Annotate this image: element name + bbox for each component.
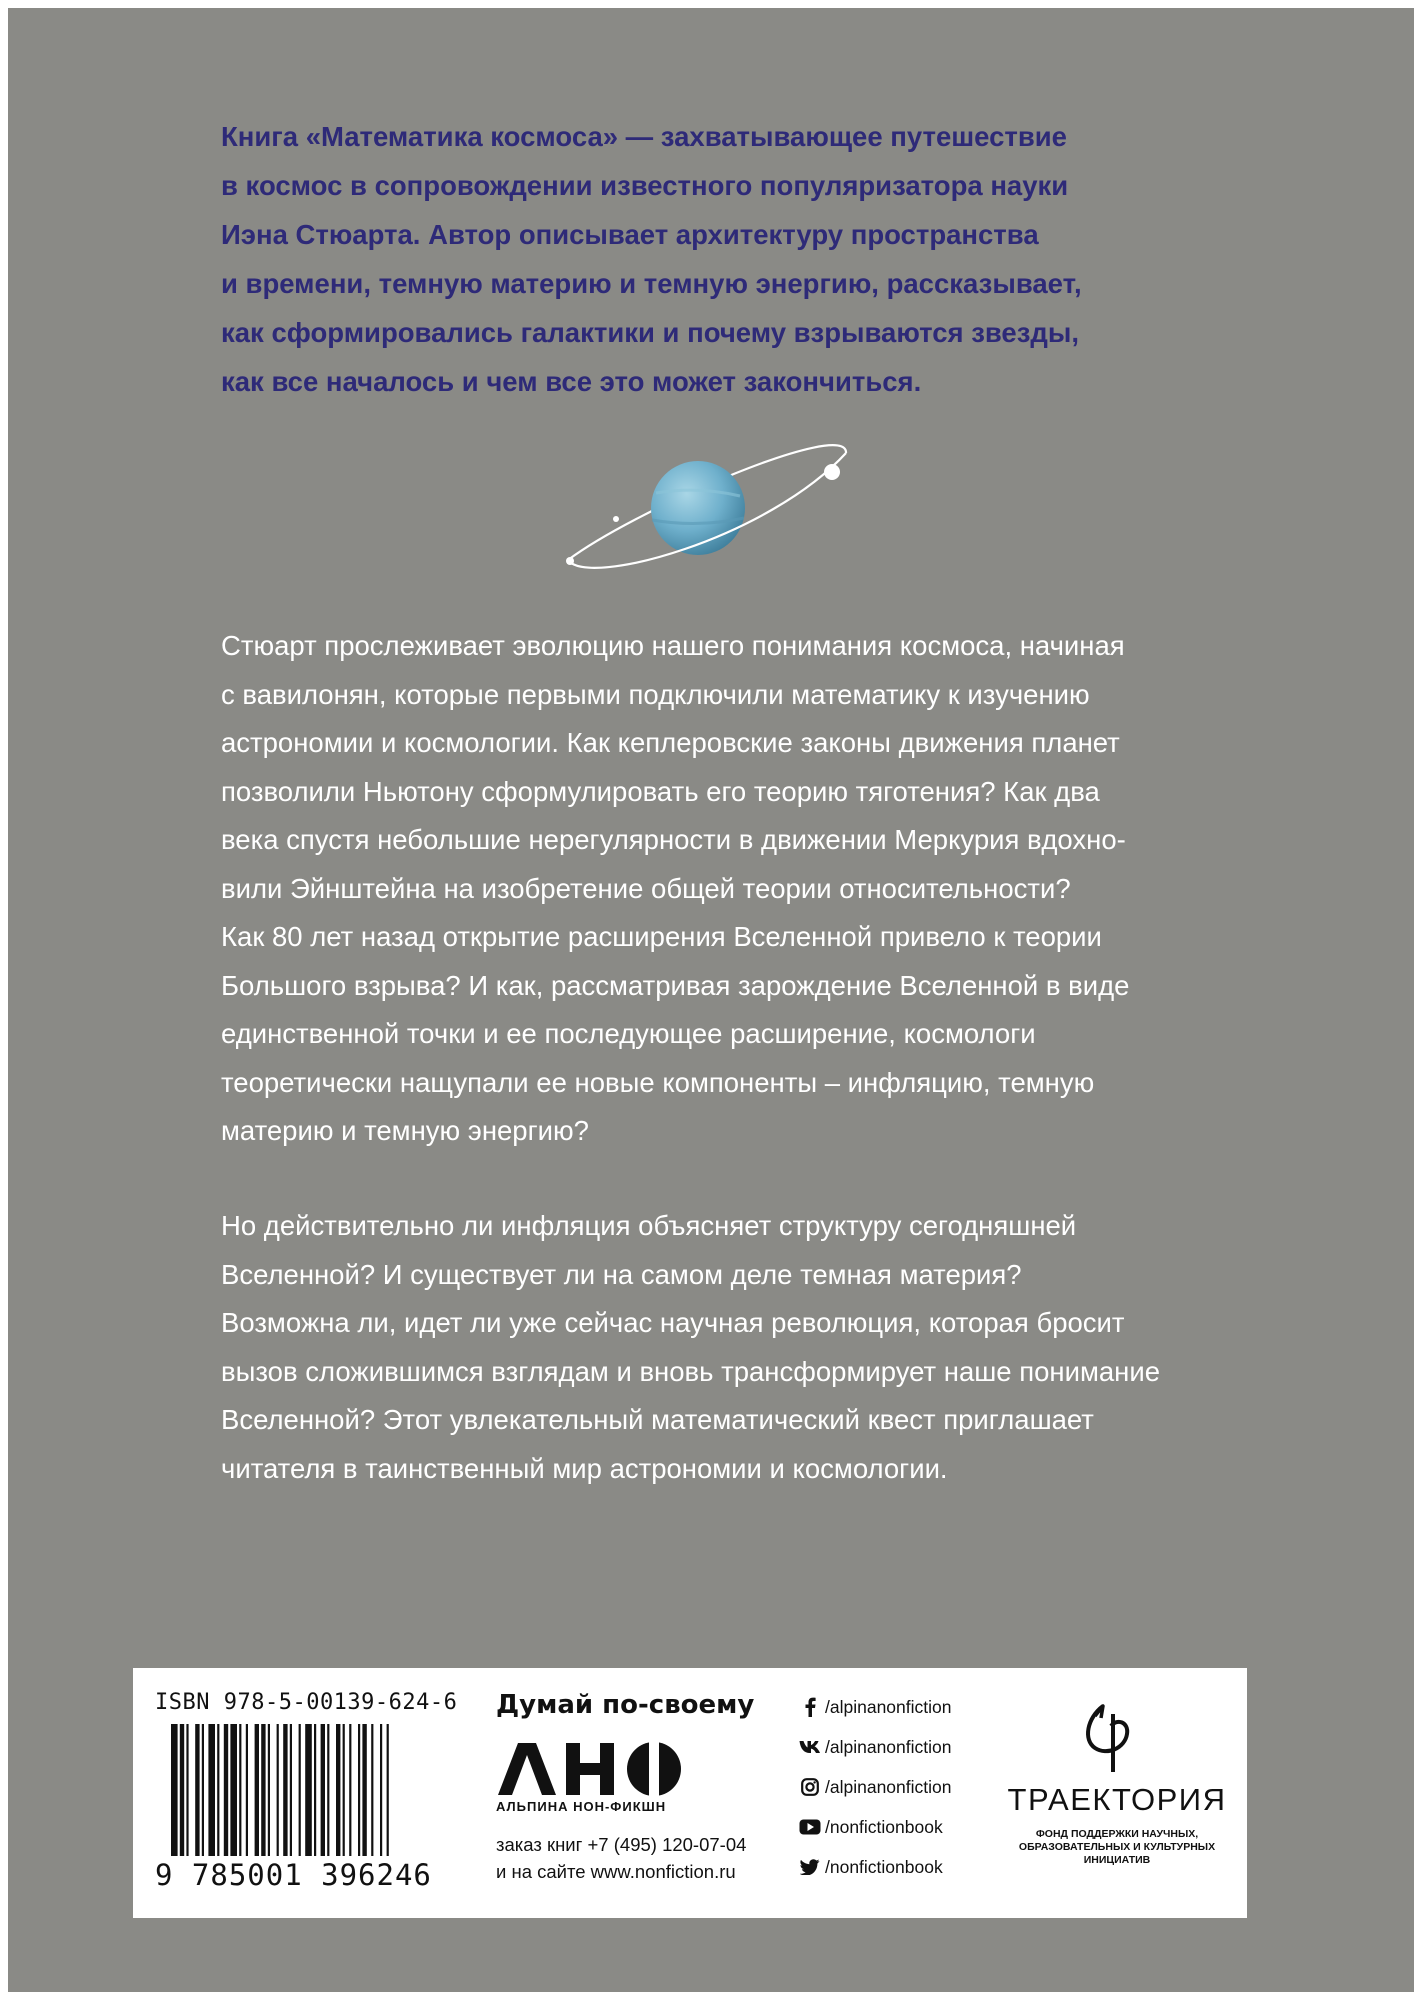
barcode-bar xyxy=(314,1724,316,1856)
barcode-digits: 9 785001 396246 xyxy=(155,1858,432,1892)
moon-small xyxy=(566,557,574,565)
body-line: вызов сложившимся взглядам и вновь трансформирует наше понимание xyxy=(221,1355,1161,1387)
body-line: Вселенной? Этот увлекательный математический квест приглашает xyxy=(221,1404,1094,1435)
social-link-text: /alpinanonfiction xyxy=(825,1776,952,1797)
twitter-icon xyxy=(799,1857,821,1877)
youtube-icon xyxy=(799,1817,821,1837)
barcode-bar xyxy=(186,1724,188,1856)
trajectory-name: ТРАЕКТОРИЯ xyxy=(1007,1782,1227,1817)
barcode-bar xyxy=(362,1724,366,1856)
lead-line: в космос в сопровождении известного популяризатора науки xyxy=(221,170,1069,201)
planet-orbit-illustration xyxy=(548,438,868,588)
barcode-bar xyxy=(327,1724,329,1856)
barcode-bar xyxy=(180,1724,184,1856)
body-line: Стюарт прослеживает эволюцию нашего понимания космоса, начиная xyxy=(221,630,1125,661)
order-info xyxy=(496,1831,746,1885)
barcode-bar xyxy=(349,1724,351,1856)
body-line: единственной точки и ее последующее расширение, космологи xyxy=(221,1018,1036,1049)
barcode xyxy=(171,1724,471,1856)
body-paragraph-1 xyxy=(221,622,1221,1156)
barcode-bar xyxy=(202,1724,204,1856)
social-link-text: /nonfictionbook xyxy=(825,1816,943,1837)
barcode-bar xyxy=(261,1724,265,1856)
order-phone: заказ книг +7 (495) 120-07-04 xyxy=(496,1834,747,1855)
barcode-bar xyxy=(277,1724,279,1856)
barcode-bar xyxy=(208,1724,215,1856)
instagram-icon xyxy=(799,1777,821,1797)
social-link-text: /alpinanonfiction xyxy=(825,1736,952,1757)
lead-paragraph xyxy=(221,112,1221,406)
barcode-bar xyxy=(321,1724,325,1856)
barcode-block xyxy=(155,1690,471,1896)
social-link-text: /nonfictionbook xyxy=(825,1856,943,1877)
planet xyxy=(651,461,745,555)
trajectory-desc-line: ОБРАЗОВАТЕЛЬНЫХ И КУЛЬТУРНЫХ xyxy=(1018,1841,1216,1853)
facebook-icon xyxy=(799,1697,821,1717)
barcode-bar xyxy=(246,1724,248,1856)
barcode-bar xyxy=(268,1724,270,1856)
barcode-bar xyxy=(224,1724,228,1856)
barcode-bar xyxy=(380,1724,382,1856)
body-line: теоретически нащупали ее новые компоненты – инфляцию, темную xyxy=(221,1066,1095,1098)
isbn-text: ISBN 978-5-00139-624-6 xyxy=(155,1690,458,1715)
publisher-info-panel xyxy=(133,1668,1247,1918)
barcode-bar xyxy=(255,1724,259,1856)
body-line: с вавилонян, которые первыми подключили математику к изучению xyxy=(221,678,1090,710)
barcode-bar xyxy=(299,1724,301,1856)
body-line: Большого взрыва? И как, рассматривая зарождение Вселенной в виде xyxy=(221,969,1130,1001)
trajectory-desc-line: ИНИЦИАТИВ xyxy=(1083,1854,1151,1866)
lead-line: и времени, темную материю и темную энергию, рассказывает, xyxy=(221,268,1082,299)
barcode-bar xyxy=(336,1724,340,1856)
book-back-cover xyxy=(8,8,1414,1992)
social-link-twitter[interactable] xyxy=(799,1854,951,1880)
social-link-text: /alpinanonfiction xyxy=(825,1696,952,1717)
barcode-bar xyxy=(217,1724,219,1856)
lead-line: Книга «Математика космоса» — захватывающее путешествие xyxy=(221,121,1067,152)
vk-icon xyxy=(799,1737,821,1757)
barcode-bar xyxy=(387,1724,389,1856)
publisher-slogan: Думай по-своему xyxy=(496,1690,755,1720)
trajectory-desc-line: ФОНД ПОДДЕРЖКИ НАУЧНЫХ, xyxy=(1035,1828,1199,1840)
body-line: Вселенной? И существует ли на самом деле темная материя? xyxy=(221,1258,1022,1290)
social-links xyxy=(799,1694,951,1894)
body-line: Но действительно ли инфляция объясняет структуру сегодняшней xyxy=(221,1210,1077,1241)
barcode-bar xyxy=(283,1724,287,1856)
body-line: астрономии и космологии. Как кеплеровские законы движения планет xyxy=(221,727,1120,758)
barcode-bar xyxy=(358,1724,360,1856)
body-line: века спустя небольшие нерегулярности в движении Меркурия вдохно- xyxy=(221,824,1126,855)
social-link-instagram[interactable] xyxy=(799,1774,951,1800)
order-site: и на сайте www.nonfiction.ru xyxy=(496,1861,736,1882)
body-line: материю и темную энергию? xyxy=(221,1115,589,1146)
barcode-bar xyxy=(290,1724,292,1856)
publisher-logo xyxy=(496,1741,686,1797)
trajectory-logo-icon xyxy=(1073,1696,1153,1776)
social-link-youtube[interactable] xyxy=(799,1814,951,1840)
moon-large xyxy=(824,464,840,480)
barcode-bar xyxy=(230,1724,237,1856)
body-paragraph-2 xyxy=(221,1202,1221,1493)
barcode-bar xyxy=(239,1724,241,1856)
body-line: вили Эйнштейна на изобретение общей теории относительности? xyxy=(221,872,1071,904)
barcode-bar xyxy=(171,1724,178,1856)
lead-line: Иэна Стюарта. Автор описывает архитектуру пространства xyxy=(221,219,1039,250)
lead-line: как все началось и чем все это может закончиться. xyxy=(221,366,922,397)
barcode-bar xyxy=(343,1724,345,1856)
barcode-bar xyxy=(371,1724,373,1856)
body-line: читателя в таинственный мир астрономии и космологии. xyxy=(221,1452,948,1484)
social-link-vk[interactable] xyxy=(799,1734,951,1760)
trajectory-description xyxy=(1001,1828,1233,1867)
body-line: Возможна ли, идет ли уже сейчас научная революция, которая бросит xyxy=(221,1307,1125,1338)
body-line: Как 80 лет назад открытие расширения Вселенной привело к теории xyxy=(221,921,1102,952)
barcode-bar xyxy=(195,1724,199,1856)
moon-small xyxy=(613,516,619,522)
body-line: позволили Ньютону сформулировать его теорию тяготения? Как два xyxy=(221,775,1100,807)
barcode-bar xyxy=(305,1724,312,1856)
lead-line: как сформировались галактики и почему взрываются звезды, xyxy=(221,317,1079,348)
social-link-facebook[interactable] xyxy=(799,1694,951,1720)
publisher-name: АЛЬПИНА НОН-ФИКШН xyxy=(496,1799,667,1814)
